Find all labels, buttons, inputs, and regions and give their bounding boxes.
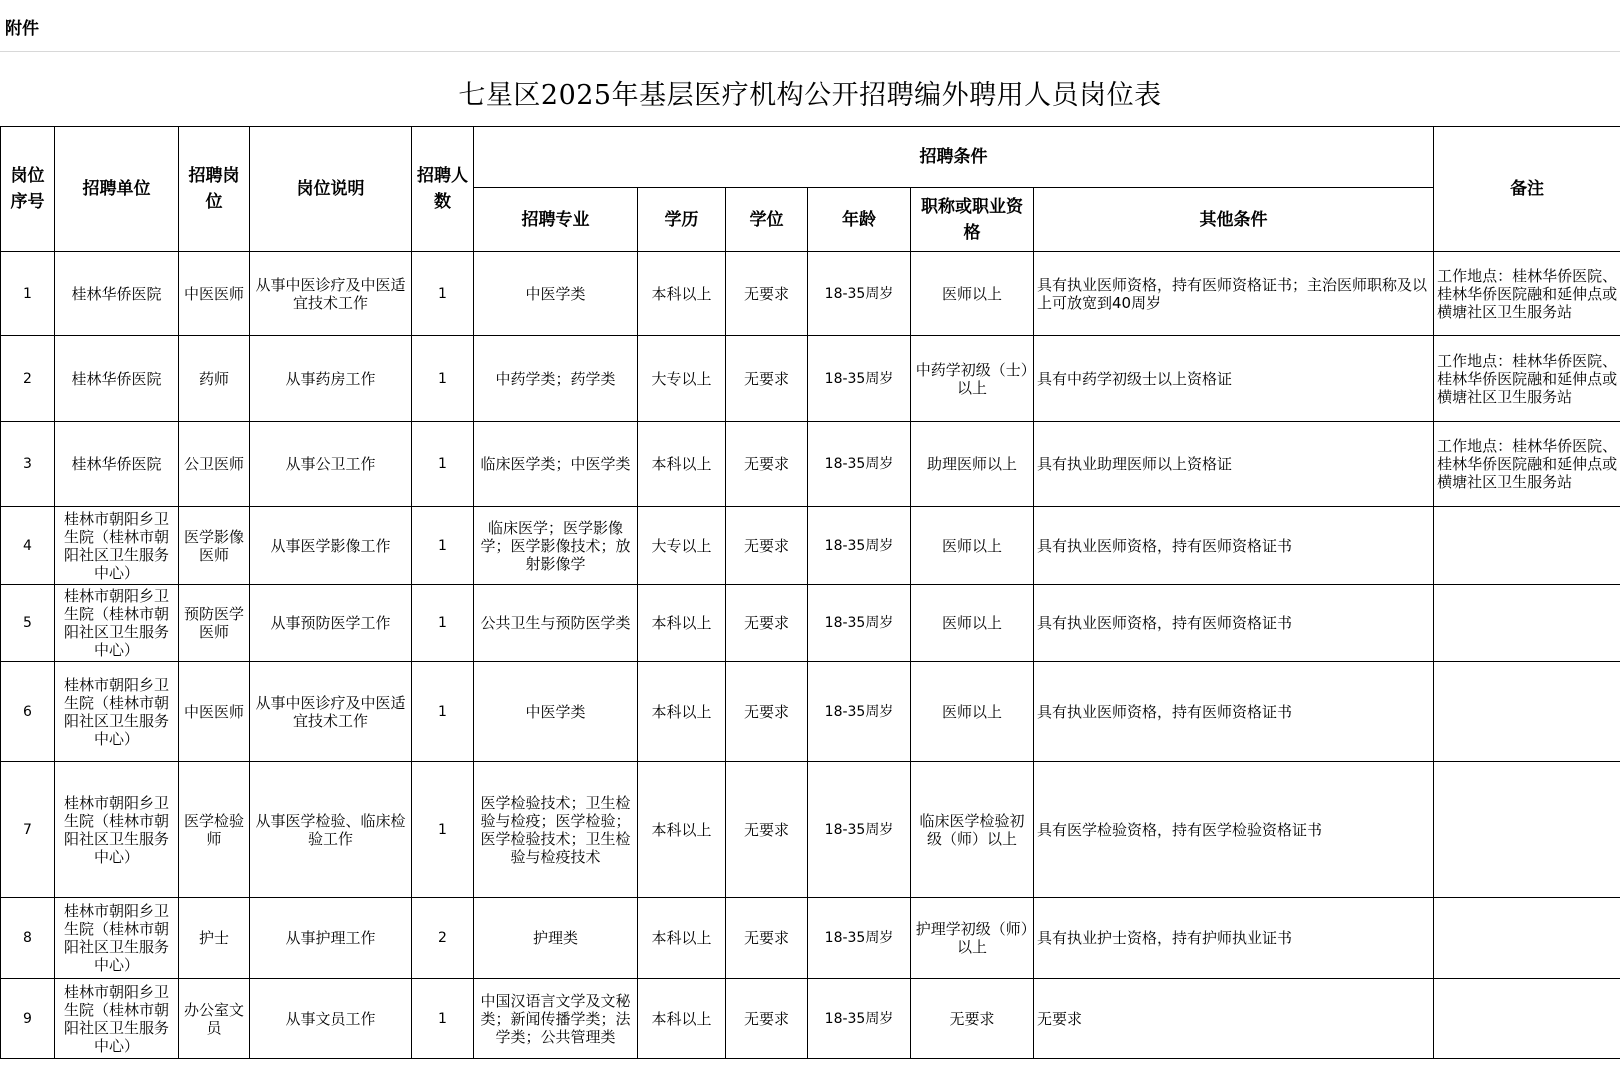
header-title-qual: 职称或职业资格 — [911, 188, 1034, 252]
row-count: 1 — [412, 336, 474, 422]
row-age: 18-35周岁 — [808, 585, 911, 662]
row-unit: 桂林市朝阳乡卫生院（桂林市朝阳社区卫生服务中心） — [55, 979, 179, 1059]
row-count: 1 — [412, 979, 474, 1059]
row-count: 1 — [412, 662, 474, 762]
recruitment-table — [0, 126, 1620, 1059]
row-title-qual: 医师以上 — [911, 507, 1034, 585]
row-other: 无要求 — [1034, 979, 1434, 1059]
table-row — [1, 507, 1620, 585]
row-education: 本科以上 — [638, 979, 726, 1059]
row-education: 本科以上 — [638, 422, 726, 507]
row-degree: 无要求 — [726, 898, 808, 979]
table-row — [1, 422, 1620, 507]
row-other: 具有执业医师资格，持有医师资格证书 — [1034, 662, 1434, 762]
header-post: 招聘岗位 — [179, 127, 250, 252]
header-education: 学历 — [638, 188, 726, 252]
row-remark: 工作地点：桂林华侨医院、桂林华侨医院融和延伸点或横塘社区卫生服务站 — [1434, 336, 1620, 422]
row-age: 18-35周岁 — [808, 898, 911, 979]
table-row — [1, 979, 1620, 1059]
row-education: 大专以上 — [638, 336, 726, 422]
row-unit: 桂林华侨医院 — [55, 422, 179, 507]
row-degree: 无要求 — [726, 252, 808, 336]
row-major: 护理类 — [474, 898, 638, 979]
row-post: 护士 — [179, 898, 250, 979]
row-other: 具有执业医师资格，持有医师资格证书 — [1034, 507, 1434, 585]
row-unit: 桂林华侨医院 — [55, 252, 179, 336]
row-remark — [1434, 762, 1620, 898]
row-unit: 桂林市朝阳乡卫生院（桂林市朝阳社区卫生服务中心） — [55, 585, 179, 662]
row-other: 具有执业助理医师以上资格证 — [1034, 422, 1434, 507]
header-other: 其他条件 — [1034, 188, 1434, 252]
table-row — [1, 762, 1620, 898]
header-remark: 备注 — [1434, 127, 1620, 252]
row-remark — [1434, 585, 1620, 662]
row-desc: 从事公卫工作 — [250, 422, 412, 507]
row-seq: 4 — [1, 507, 55, 585]
row-post: 医学影像医师 — [179, 507, 250, 585]
row-post: 办公室文员 — [179, 979, 250, 1059]
attachment-label: 附件 — [5, 19, 39, 39]
row-count: 1 — [412, 422, 474, 507]
row-seq: 3 — [1, 422, 55, 507]
row-education: 本科以上 — [638, 585, 726, 662]
row-degree: 无要求 — [726, 585, 808, 662]
row-education: 本科以上 — [638, 762, 726, 898]
row-degree: 无要求 — [726, 662, 808, 762]
row-degree: 无要求 — [726, 422, 808, 507]
row-title-qual: 医师以上 — [911, 585, 1034, 662]
row-desc: 从事药房工作 — [250, 336, 412, 422]
row-seq: 2 — [1, 336, 55, 422]
row-seq: 6 — [1, 662, 55, 762]
row-post: 公卫医师 — [179, 422, 250, 507]
row-major: 中国汉语言文学及文秘类；新闻传播学类；法学类；公共管理类 — [474, 979, 638, 1059]
row-age: 18-35周岁 — [808, 507, 911, 585]
row-count: 1 — [412, 585, 474, 662]
row-post: 药师 — [179, 336, 250, 422]
header-age: 年龄 — [808, 188, 911, 252]
row-major: 中药学类；药学类 — [474, 336, 638, 422]
row-count: 1 — [412, 762, 474, 898]
row-post: 中医医师 — [179, 662, 250, 762]
table-row — [1, 252, 1620, 336]
row-other: 具有执业护士资格，持有护师执业证书 — [1034, 898, 1434, 979]
row-education: 大专以上 — [638, 507, 726, 585]
header-seq: 岗位序号 — [1, 127, 55, 252]
row-post: 预防医学医师 — [179, 585, 250, 662]
header-count: 招聘人数 — [412, 127, 474, 252]
row-other: 具有执业医师资格，持有医师资格证书；主治医师职称及以上可放宽到40周岁 — [1034, 252, 1434, 336]
row-major: 临床医学类；中医学类 — [474, 422, 638, 507]
row-title-qual: 医师以上 — [911, 662, 1034, 762]
row-age: 18-35周岁 — [808, 979, 911, 1059]
row-seq: 1 — [1, 252, 55, 336]
header-unit: 招聘单位 — [55, 127, 179, 252]
row-age: 18-35周岁 — [808, 762, 911, 898]
row-title-qual: 中药学初级（士）以上 — [911, 336, 1034, 422]
header-major: 招聘专业 — [474, 188, 638, 252]
row-seq: 5 — [1, 585, 55, 662]
title-row — [0, 52, 1620, 126]
row-desc: 从事医学检验、临床检验工作 — [250, 762, 412, 898]
header-degree: 学位 — [726, 188, 808, 252]
row-post: 中医医师 — [179, 252, 250, 336]
row-unit: 桂林市朝阳乡卫生院（桂林市朝阳社区卫生服务中心） — [55, 898, 179, 979]
row-age: 18-35周岁 — [808, 662, 911, 762]
row-title-qual: 护理学初级（师）以上 — [911, 898, 1034, 979]
row-remark — [1434, 898, 1620, 979]
page-title: 七星区2025年基层医疗机构公开招聘编外聘用人员岗位表 — [458, 80, 1162, 111]
row-education: 本科以上 — [638, 898, 726, 979]
row-remark — [1434, 979, 1620, 1059]
row-seq: 8 — [1, 898, 55, 979]
row-remark: 工作地点：桂林华侨医院、桂林华侨医院融和延伸点或横塘社区卫生服务站 — [1434, 422, 1620, 507]
row-degree: 无要求 — [726, 979, 808, 1059]
row-title-qual: 临床医学检验初级（师）以上 — [911, 762, 1034, 898]
row-age: 18-35周岁 — [808, 252, 911, 336]
row-major: 中医学类 — [474, 662, 638, 762]
row-age: 18-35周岁 — [808, 422, 911, 507]
row-education: 本科以上 — [638, 662, 726, 762]
table-row — [1, 662, 1620, 762]
row-unit: 桂林市朝阳乡卫生院（桂林市朝阳社区卫生服务中心） — [55, 762, 179, 898]
attachment-header — [0, 0, 1620, 52]
row-age: 18-35周岁 — [808, 336, 911, 422]
row-degree: 无要求 — [726, 336, 808, 422]
row-desc: 从事中医诊疗及中医适宜技术工作 — [250, 252, 412, 336]
table-row — [1, 336, 1620, 422]
row-other: 具有执业医师资格，持有医师资格证书 — [1034, 585, 1434, 662]
row-title-qual: 助理医师以上 — [911, 422, 1034, 507]
row-remark — [1434, 507, 1620, 585]
row-unit: 桂林华侨医院 — [55, 336, 179, 422]
row-remark — [1434, 662, 1620, 762]
header-conditions: 招聘条件 — [474, 127, 1434, 188]
row-desc: 从事预防医学工作 — [250, 585, 412, 662]
row-unit: 桂林市朝阳乡卫生院（桂林市朝阳社区卫生服务中心） — [55, 507, 179, 585]
row-seq: 9 — [1, 979, 55, 1059]
row-count: 1 — [412, 507, 474, 585]
row-title-qual: 无要求 — [911, 979, 1034, 1059]
row-education: 本科以上 — [638, 252, 726, 336]
row-remark: 工作地点：桂林华侨医院、桂林华侨医院融和延伸点或横塘社区卫生服务站 — [1434, 252, 1620, 336]
row-seq: 7 — [1, 762, 55, 898]
row-major: 医学检验技术；卫生检验与检疫；医学检验；医学检验技术；卫生检验与检疫技术 — [474, 762, 638, 898]
row-count: 2 — [412, 898, 474, 979]
row-count: 1 — [412, 252, 474, 336]
row-degree: 无要求 — [726, 507, 808, 585]
row-other: 具有医学检验资格，持有医学检验资格证书 — [1034, 762, 1434, 898]
row-unit: 桂林市朝阳乡卫生院（桂林市朝阳社区卫生服务中心） — [55, 662, 179, 762]
row-title-qual: 医师以上 — [911, 252, 1034, 336]
table-row — [1, 898, 1620, 979]
row-other: 具有中药学初级士以上资格证 — [1034, 336, 1434, 422]
row-degree: 无要求 — [726, 762, 808, 898]
row-desc: 从事护理工作 — [250, 898, 412, 979]
table-body — [1, 252, 1620, 1059]
row-major: 临床医学；医学影像学；医学影像技术；放射影像学 — [474, 507, 638, 585]
row-desc: 从事文员工作 — [250, 979, 412, 1059]
header-desc: 岗位说明 — [250, 127, 412, 252]
row-post: 医学检验师 — [179, 762, 250, 898]
table-row — [1, 585, 1620, 662]
row-desc: 从事医学影像工作 — [250, 507, 412, 585]
row-major: 公共卫生与预防医学类 — [474, 585, 638, 662]
row-desc: 从事中医诊疗及中医适宜技术工作 — [250, 662, 412, 762]
row-major: 中医学类 — [474, 252, 638, 336]
